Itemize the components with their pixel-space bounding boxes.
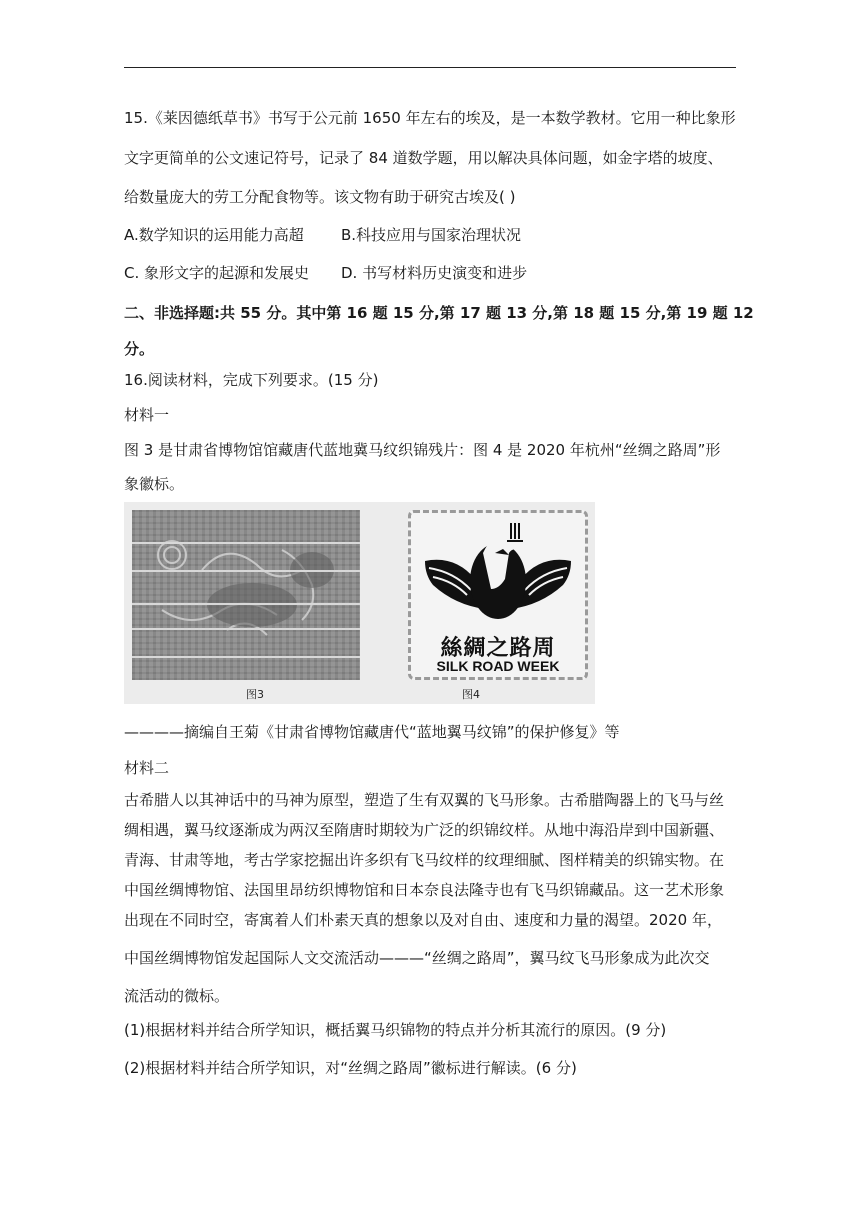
q15-option-c: C. 象形文字的起源和发展史 [124, 264, 310, 282]
material2-line: 青海、甘肃等地，考古学家挖掘出许多织有飞马纹样的纹理细腻、图样精美的织锦实物。在 [124, 851, 725, 869]
material2-line: 绸相遇，翼马纹逐渐成为两汉至隋唐时期较为广泛的织锦纹样。从地中海沿岸到中国新疆、 [124, 821, 725, 839]
winged-horse-icon [411, 513, 585, 628]
section2-heading-cont: 分。 [124, 340, 155, 358]
figure-4-caption: 图4 [462, 688, 480, 701]
figure-3-caption: 图3 [246, 688, 264, 701]
q15-option-d: D. 书写材料历史演变和进步 [341, 264, 528, 282]
material2-line: 古希腊人以其神话中的马神为原型，塑造了生有双翼的飞马形象。古希腊陶器上的飞马与丝 [124, 791, 725, 809]
material1-source: ————摘编自王菊《甘肃省博物馆藏唐代“蓝地翼马纹锦”的保护修复》等 [124, 723, 620, 741]
q15-line-1: 15.《莱因德纸草书》书写于公元前 1650 年左右的埃及，是一本数学教材。它用一种比象形 [124, 109, 736, 127]
q15-line-2: 文字更简单的公文速记符号，记录了 84 道数学题，用以解决具体问题，如金字塔的坡度、 [124, 149, 723, 167]
q16-intro: 16.阅读材料，完成下列要求。(15 分) [124, 371, 379, 389]
material1-line-1: 图 3 是甘肃省博物馆馆藏唐代蓝地冀马纹织锦残片：图 4 是 2020 年杭州“丝绸之路周”形 [124, 441, 721, 459]
figure-panel [124, 502, 595, 704]
q15-line-3: 给数量庞大的劳工分配食物等。该文物有助于研究古埃及( ) [124, 188, 516, 206]
material2-line: 中国丝绸博物馆发起国际人文交流活动———“丝绸之路周”，翼马纹飞马形象成为此次交 [124, 949, 710, 967]
logo-english-text: SILK ROAD WEEK [436, 658, 560, 674]
section2-heading: 二、非选择题:共 55 分。其中第 16 题 15 分,第 17 题 13 分,第 18 题 15 分,第 19 题 12 [124, 304, 754, 322]
logo-chinese-text: 絲綢之路周 [440, 635, 556, 661]
figure-4-logo [408, 510, 588, 680]
q15-option-b: B.科技应用与国家治理状况 [341, 226, 522, 244]
material2-label: 材料二 [124, 759, 170, 777]
material2-line: 中国丝绸博物馆、法国里昂纺织博物馆和日本奈良法隆寺也有飞马织锦藏品。这一艺术形象 [124, 881, 725, 899]
material2-line: 流活动的微标。 [124, 987, 230, 1005]
material1-label: 材料一 [124, 406, 170, 424]
material1-line-2: 象徽标。 [124, 475, 185, 493]
material2-line: 出现在不同时空，寄寓着人们朴素天真的想象以及对自由、速度和力量的渴望。2020 年， [124, 911, 722, 929]
q15-option-a: A.数学知识的运用能力高超 [124, 226, 304, 244]
brocade-pattern-icon [132, 510, 360, 680]
figure-3-brocade-image [132, 510, 360, 680]
q16-question-2: (2)根据材料并结合所学知识，对“丝绸之路周”徽标进行解读。(6 分) [124, 1059, 577, 1077]
header-rule [124, 67, 736, 68]
q16-question-1: (1)根据材料并结合所学知识，概括翼马织锦物的特点并分析其流行的原因。(9 分) [124, 1021, 667, 1039]
